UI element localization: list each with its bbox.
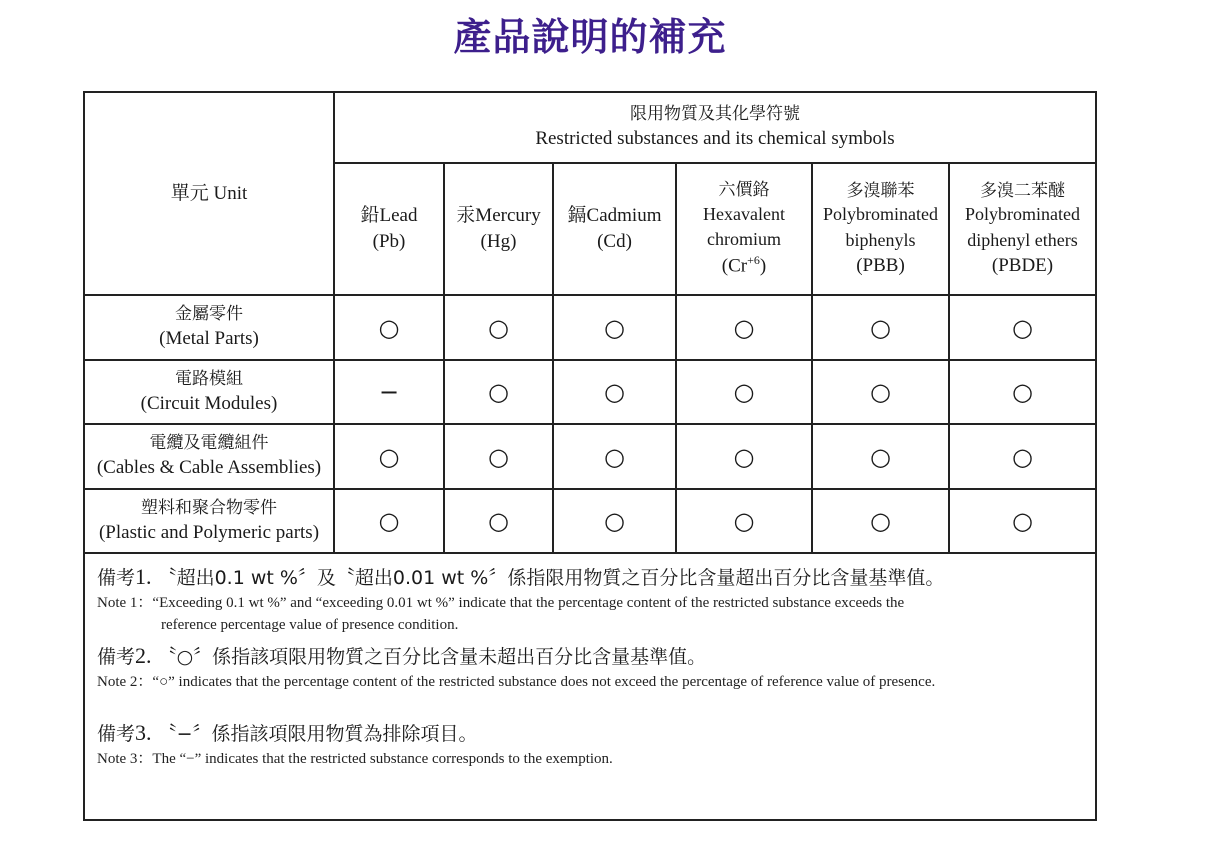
status-mark: ○ <box>488 442 509 471</box>
row-label-cell <box>85 360 334 424</box>
table-row <box>85 360 1095 424</box>
note3-zh <box>97 719 1077 748</box>
status-mark: ○ <box>604 507 625 535</box>
note-prefix: 備考 <box>97 646 136 668</box>
note-prefix: 備考 <box>97 723 136 745</box>
status-mark: ○ <box>604 442 625 471</box>
note1-zh <box>97 563 1077 592</box>
value-cell <box>444 424 553 489</box>
substance-symbol-end: ) <box>759 255 767 277</box>
status-mark: ○ <box>378 442 400 471</box>
substance-symbol: (Cd) <box>597 231 632 252</box>
value-cell <box>949 424 1095 489</box>
substance-symbol-sup: +6 <box>747 253 760 268</box>
note3-en: Note 3：The “−” indicates that the restricted substance corresponds to the exemption. <box>97 751 613 767</box>
note-text: 〝○〞係指該項限用物質之百分比含量未超出百分比含量基準值。 <box>157 646 707 668</box>
status-mark: − <box>378 378 400 406</box>
status-mark: ○ <box>604 378 625 406</box>
substance-header-pbde <box>949 163 1095 295</box>
value-cell <box>334 489 444 553</box>
status-mark: ○ <box>870 442 891 471</box>
status-mark: ○ <box>733 378 755 406</box>
substance-symbol: (PBDE) <box>991 254 1054 276</box>
value-cell <box>812 424 949 489</box>
status-mark: ○ <box>1012 313 1033 342</box>
note-number: 3. <box>135 720 152 745</box>
value-cell <box>676 295 812 360</box>
value-cell <box>553 424 676 489</box>
unit-header: 單元 Unit <box>170 182 248 204</box>
value-cell <box>334 295 444 360</box>
value-cell <box>334 424 444 489</box>
status-mark: ○ <box>733 442 755 471</box>
value-cell <box>676 360 812 424</box>
substance-en: Mercury <box>475 205 541 227</box>
substance-zh: 六價鉻 <box>718 179 770 200</box>
value-cell <box>444 295 553 360</box>
note-prefix: 備考 <box>97 567 136 589</box>
substance-header-lead <box>334 163 444 295</box>
table-row <box>85 295 1095 360</box>
row-label-zh: 塑料和聚合物零件 <box>141 497 277 518</box>
note2-zh <box>97 642 1077 671</box>
status-mark: ○ <box>488 313 509 342</box>
substance-header-mercury <box>444 163 553 295</box>
note-text: 〝−〞係指該項限用物質為排除項目。 <box>157 723 478 745</box>
substance-en: Cadmium <box>586 205 662 227</box>
row-label-cell <box>85 424 334 489</box>
substance-en: diphenyl ethers <box>967 229 1078 250</box>
row-label-cell <box>85 489 334 553</box>
substance-symbol: (PBB) <box>856 254 905 276</box>
value-cell <box>812 489 949 553</box>
row-label-en: (Cables & Cable Assemblies) <box>96 457 322 479</box>
restricted-substances-table <box>85 93 1095 554</box>
group-header-cell <box>334 93 1095 163</box>
value-cell <box>812 360 949 424</box>
row-label-en: (Circuit Modules) <box>140 392 278 414</box>
substance-en: Hexavalent <box>703 203 785 224</box>
row-label-zh: 金屬零件 <box>175 304 243 325</box>
row-label-zh: 電路模組 <box>175 368 243 389</box>
status-mark: ○ <box>604 313 625 342</box>
substance-zh: 多溴聯苯 <box>846 180 915 201</box>
status-mark: ○ <box>488 378 509 406</box>
status-mark: ○ <box>733 313 755 342</box>
group-header-zh: 限用物質及其化學符號 <box>630 104 800 125</box>
status-mark: ○ <box>378 313 400 342</box>
substance-zh: 汞 <box>456 205 476 227</box>
row-label-en: (Plastic and Polymeric parts) <box>98 521 320 543</box>
substance-en: Lead <box>379 205 418 227</box>
value-cell <box>444 489 553 553</box>
value-cell <box>676 489 812 553</box>
notes-section <box>97 563 1077 770</box>
value-cell <box>949 489 1095 553</box>
status-mark: ○ <box>870 507 891 535</box>
note-number: 2. <box>135 643 152 668</box>
status-mark: ○ <box>870 378 891 406</box>
substance-en: biphenyls <box>845 229 916 250</box>
value-cell <box>553 360 676 424</box>
table-row <box>85 424 1095 489</box>
value-cell <box>444 360 553 424</box>
value-cell <box>553 295 676 360</box>
substance-header-cadmium <box>553 163 676 295</box>
value-cell <box>949 360 1095 424</box>
row-label-zh: 電纜及電纜組件 <box>149 433 269 454</box>
substance-zh: 多溴二苯醚 <box>980 180 1065 201</box>
substance-zh: 鎘 <box>567 205 587 227</box>
substance-symbol: (Cr <box>721 255 748 277</box>
substance-symbol: (Pb) <box>372 231 406 252</box>
page-title: 產品說明的補充 <box>453 15 727 59</box>
note1-en <box>97 592 1077 636</box>
value-cell <box>334 360 444 424</box>
table-row <box>85 489 1095 553</box>
status-mark: ○ <box>378 507 400 535</box>
value-cell <box>949 295 1095 360</box>
status-mark: ○ <box>733 507 755 535</box>
status-mark: ○ <box>1012 507 1033 535</box>
row-label-en: (Metal Parts) <box>159 328 259 350</box>
status-mark: ○ <box>1012 442 1033 471</box>
unit-header-cell <box>85 93 334 295</box>
status-mark: ○ <box>1012 378 1033 406</box>
substance-en: Polybrominated <box>965 204 1080 225</box>
substance-header-pbb <box>812 163 949 295</box>
substance-header-chromium <box>676 163 812 295</box>
substance-zh: 鉛 <box>360 205 380 227</box>
note-en-line: reference percentage value of presence condition. <box>161 617 459 633</box>
rohs-table-frame <box>83 91 1097 821</box>
note-number: 1. <box>135 564 152 589</box>
group-header-en: Restricted substances and its chemical symbols <box>535 128 895 150</box>
status-mark: ○ <box>870 313 891 342</box>
value-cell <box>553 489 676 553</box>
note-text: 〝超出0.1 wt %〞及〝超出0.01 wt %〞係指限用物質之百分比含量超出百分比含量基準值。 <box>157 567 945 589</box>
note-en-line: Note 1：“Exceeding 0.1 wt %” and “exceeding 0.01 wt %” indicate that the percentage content of the restricted substance exceeds the <box>97 595 905 611</box>
value-cell <box>812 295 949 360</box>
note2-en: Note 2：“○” indicates that the percentage content of the restricted substance does not exceed the percentage of reference value of presence. <box>97 674 936 690</box>
status-mark: ○ <box>488 507 509 535</box>
row-label-cell <box>85 295 334 360</box>
substance-symbol: (Hg) <box>480 231 517 252</box>
value-cell <box>676 424 812 489</box>
substance-en: Polybrominated <box>823 204 938 225</box>
substance-en: chromium <box>707 228 781 249</box>
